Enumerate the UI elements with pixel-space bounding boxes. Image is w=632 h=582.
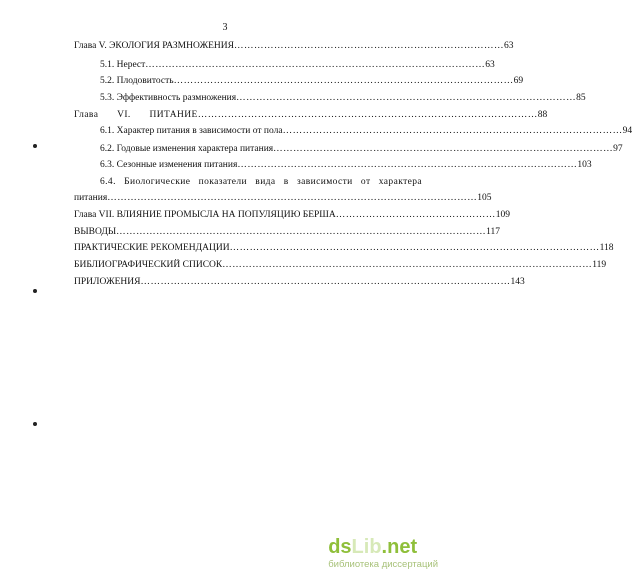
scan-dot-mark [33,422,37,426]
toc-entry-page: 119 [592,260,607,270]
toc-entry-title: Глава VII. ВЛИЯНИЕ ПРОМЫСЛА НА ПОПУЛЯЦИЮ БЕРША [74,210,336,220]
toc-entry-page: 94 [622,126,632,136]
toc-leader: ………………………………………………………………………………………… [237,160,578,170]
toc-leader: ………………………………………………………………………………………………… [140,277,511,287]
toc-entry [100,160,592,171]
toc-leader: ………………………………………………………………………………………… [282,126,623,136]
toc-entry [100,144,623,155]
logo-ds: ds [328,536,352,558]
toc-entry [74,260,607,271]
toc-entry-page: 109 [495,210,510,220]
toc-leader: ………………………………………………………………………………………… [173,76,514,86]
toc-entry-page: 63 [485,60,495,70]
toc-leader: ………………………………………………………………………………………………… [107,193,478,203]
toc-entry [74,41,514,52]
toc-entry [100,126,632,137]
toc-entry-page: 69 [513,76,524,86]
toc-entry-page: 118 [599,243,614,253]
toc-entry-title: БИБЛИОГРАФИЧЕСКИЙ СПИСОК [74,260,223,270]
toc-entry [74,110,548,121]
logo-lib: Lib [351,536,382,558]
toc-entry-title: 6.3. Сезонные изменения питания [100,160,238,170]
toc-leader: ………………………………………… [335,210,496,220]
toc-entry [74,193,492,204]
toc-entry-title: ВЫВОДЫ [74,227,117,237]
toc-leader: ………………………………………………………………………………………… [197,110,538,120]
toc-entry-title: 5.1. Нерест [100,60,146,70]
toc-entry-page: 88 [537,110,548,120]
page-number: 3 [222,22,228,33]
toc-entry-title: ПРИЛОЖЕНИЯ [74,277,141,287]
toc-entry [74,210,510,221]
toc-entry-title: 5.2. Плодовитость [100,76,174,86]
watermark-subtitle: библиотека диссертаций [328,559,438,570]
toc-leader: ………………………………………………………………………………………………… [229,243,600,253]
toc-entry-page: 143 [510,277,525,287]
toc-entry-title: Глава VI. ПИТАНИЕ [74,110,198,120]
toc-leader: ……………………………………………………………………… [233,41,504,51]
toc-entry-page: 85 [576,93,586,103]
toc-entry [74,227,501,238]
toc-entry-page: 63 [503,41,514,51]
toc-entry-title: 6.4. Биологические показатели вида в зависимости от характера [100,177,423,187]
toc-entry [100,76,524,87]
logo-net: .net [381,536,418,558]
toc-leader: ………………………………………………………………………………………… [236,93,577,103]
toc-leader: ………………………………………………………………………………………… [273,144,614,154]
toc-entry-page: 117 [486,227,501,237]
toc-entry-title: 6.1. Характер питания в зависимости от пола [100,126,283,136]
toc-entry-page: 105 [477,193,492,203]
watermark-logo [328,537,438,557]
toc-entry-title: 6.2. Годовые изменения характера питания [100,144,274,154]
scan-dot-mark [33,289,37,293]
toc-entry-title: 5.3. Эффективность размножения [100,93,237,103]
toc-leader: ………………………………………………………………………………………… [145,60,486,70]
watermark [328,537,438,570]
toc-entry-title: питания [74,193,108,203]
toc-entry [100,177,423,188]
toc-entry-page: 103 [577,160,592,170]
toc-entry [74,277,525,288]
toc-leader: ………………………………………………………………………………………………… [116,227,487,237]
toc-entry [100,93,586,104]
toc-entry-title: Глава V. ЭКОЛОГИЯ РАЗМНОЖЕНИЯ [74,41,234,51]
toc-entry [100,60,495,71]
toc-entry-page: 97 [613,144,623,154]
toc-entry-title: ПРАКТИЧЕСКИЕ РЕКОМЕНДАЦИИ [74,243,230,253]
toc-entry [74,243,614,254]
toc-leader: ………………………………………………………………………………………………… [222,260,593,270]
scan-dot-mark [33,144,37,148]
